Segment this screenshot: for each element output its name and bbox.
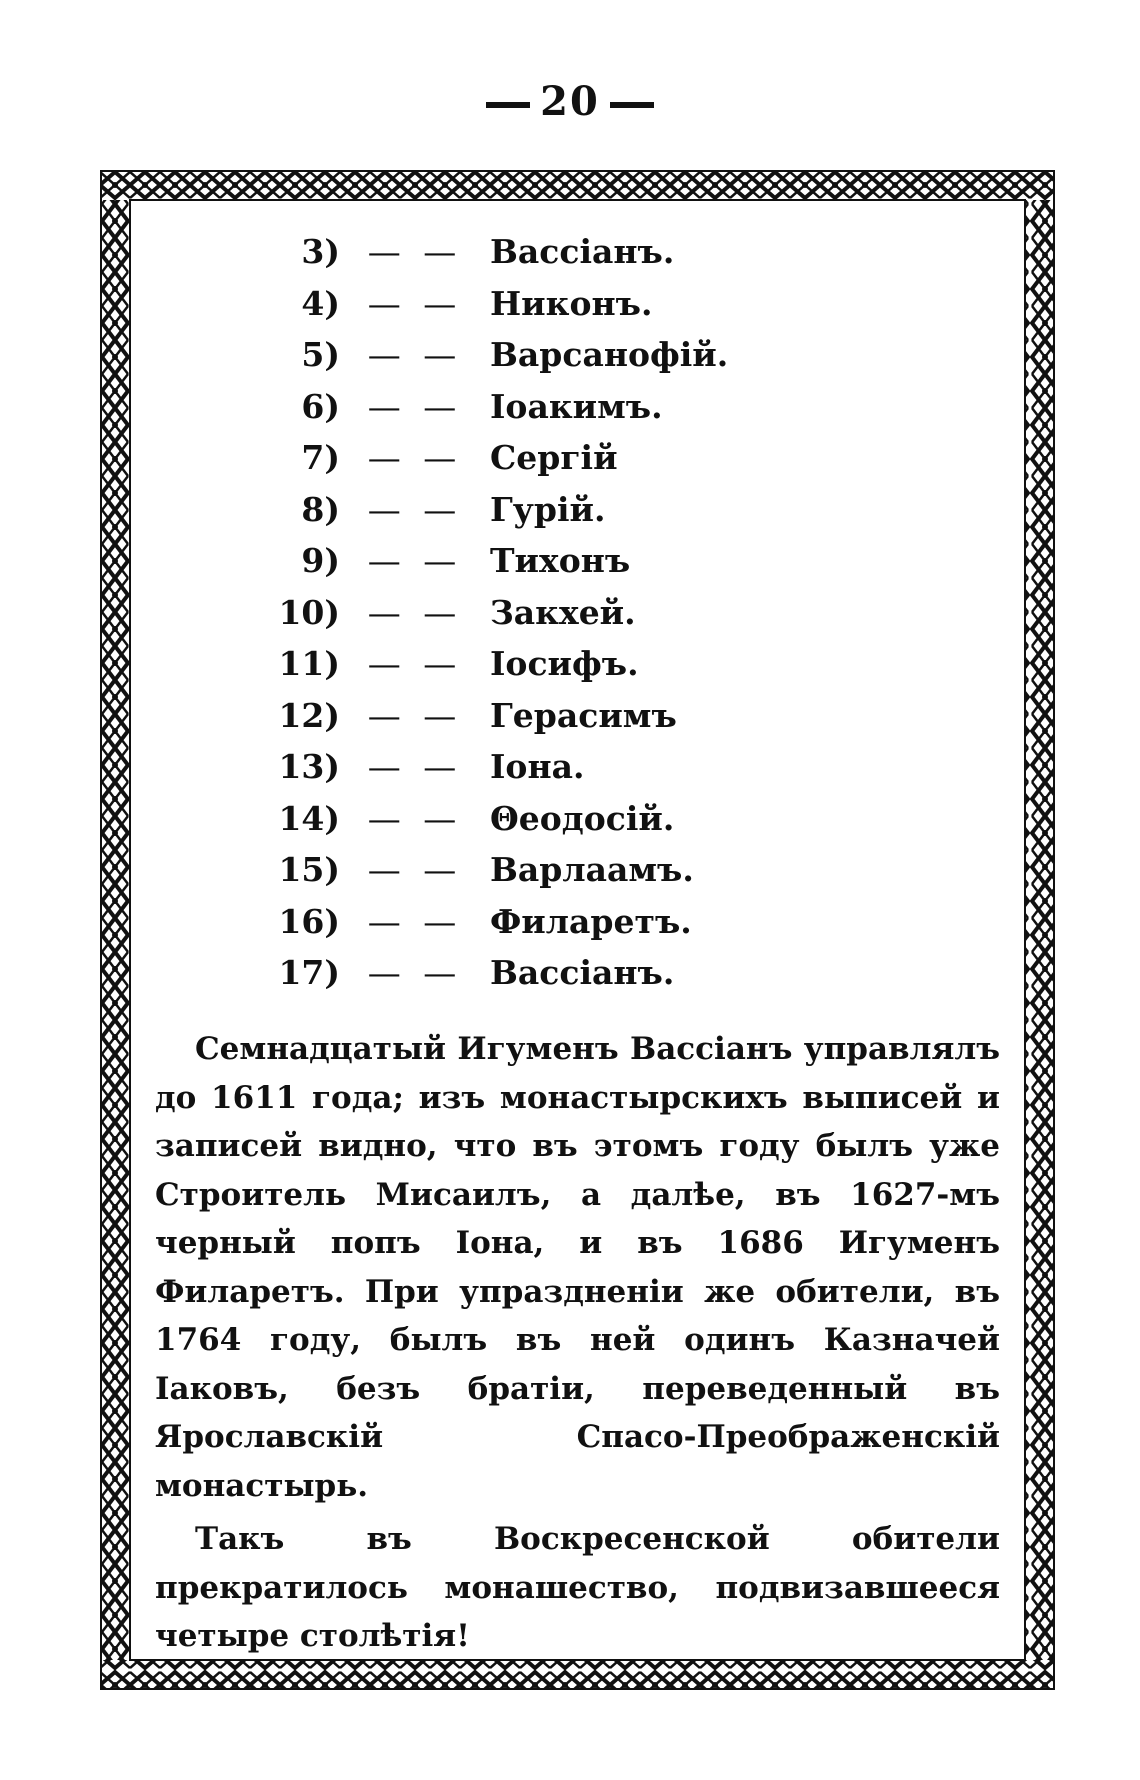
list-item-name: Закхей.	[490, 592, 636, 632]
list-item-dashes: — —	[367, 386, 463, 426]
list-item	[240, 741, 800, 793]
list-item	[240, 896, 800, 948]
list-item-name: Варсанофій.	[490, 335, 729, 375]
list-item-name: Іона.	[490, 747, 585, 787]
list-item-name: Θеодосій.	[490, 798, 675, 838]
page-number-text: 20	[540, 78, 600, 125]
list-item-number: 16)	[278, 901, 340, 941]
list-item	[240, 947, 800, 999]
list-item	[240, 484, 800, 536]
list-item	[240, 329, 800, 381]
list-item-name: Филаретъ.	[490, 901, 692, 941]
page-number-dash-left	[486, 102, 530, 108]
list-item-name: Вассіанъ.	[490, 953, 675, 993]
page-number	[0, 78, 1140, 125]
list-item-number: 6)	[301, 386, 340, 426]
list-item-dashes: — —	[367, 747, 463, 787]
list-item-number: 8)	[301, 489, 340, 529]
list-item-dashes: — —	[367, 489, 463, 529]
igumen-list	[240, 226, 800, 999]
list-item	[240, 226, 800, 278]
list-item-dashes: — —	[367, 232, 463, 272]
list-item-number: 10)	[278, 592, 340, 632]
list-item-dashes: — —	[367, 438, 463, 478]
list-item-number: 3)	[301, 232, 340, 272]
list-item-number: 5)	[301, 335, 340, 375]
list-item	[240, 587, 800, 639]
list-item-number: 9)	[301, 541, 340, 581]
list-item-number: 4)	[301, 283, 340, 323]
list-item-number: 13)	[278, 747, 340, 787]
page-number-dash-right	[610, 102, 654, 108]
list-item	[240, 432, 800, 484]
list-item-number: 11)	[278, 644, 340, 684]
list-item-dashes: — —	[367, 283, 463, 323]
list-item	[240, 844, 800, 896]
list-item-name: Никонъ.	[490, 283, 653, 323]
list-item-number: 15)	[278, 850, 340, 890]
list-item-number: 12)	[278, 695, 340, 735]
list-item-name: Гурій.	[490, 489, 606, 529]
list-item-dashes: — —	[367, 901, 463, 941]
list-item-dashes: — —	[367, 335, 463, 375]
list-item-name: Варлаамъ.	[490, 850, 694, 890]
list-item-name: Вассіанъ.	[490, 232, 675, 272]
list-item	[240, 381, 800, 433]
list-item-name: Іоакимъ.	[490, 386, 663, 426]
paragraph-1: Семнадцатый Игуменъ Вассіанъ управлялъ до 1611 года; изъ монастырскихъ выписей и записей видно, что въ этомъ году былъ уже Строитель Мисаилъ, а далѣе, въ 1627-мъ черный попъ Іона, и въ 1686 Игуменъ Филаретъ. При упраздненіи же обители, въ 1764 году, былъ въ ней одинъ Казначей Іаковъ, безъ братіи, переведенный въ Ярославскій Спасо-Преображенскій монастырь.	[155, 1031, 1000, 1504]
list-item-name: Тихонъ	[490, 541, 631, 581]
list-item-name: Герасимъ	[490, 695, 677, 735]
list-item-dashes: — —	[367, 850, 463, 890]
list-item-name: Іосифъ.	[490, 644, 639, 684]
list-item-name: Сергій	[490, 438, 618, 478]
list-item	[240, 535, 800, 587]
list-item	[240, 690, 800, 742]
list-item-dashes: — —	[367, 695, 463, 735]
list-item	[240, 793, 800, 845]
list-item-number: 7)	[301, 438, 340, 478]
list-item-dashes: — —	[367, 644, 463, 684]
list-item-number: 14)	[278, 798, 340, 838]
list-item-number: 17)	[278, 953, 340, 993]
list-item	[240, 278, 800, 330]
list-item-dashes: — —	[367, 798, 463, 838]
list-item-dashes: — —	[367, 541, 463, 581]
paragraph-2: Такъ въ Воскресенской обители прекратилось монашество, подвизавшееся четыре столѣтія!	[155, 1521, 1000, 1654]
ornamental-frame	[100, 170, 1055, 1690]
list-item	[240, 638, 800, 690]
list-item-dashes: — —	[367, 592, 463, 632]
list-item-dashes: — —	[367, 953, 463, 993]
